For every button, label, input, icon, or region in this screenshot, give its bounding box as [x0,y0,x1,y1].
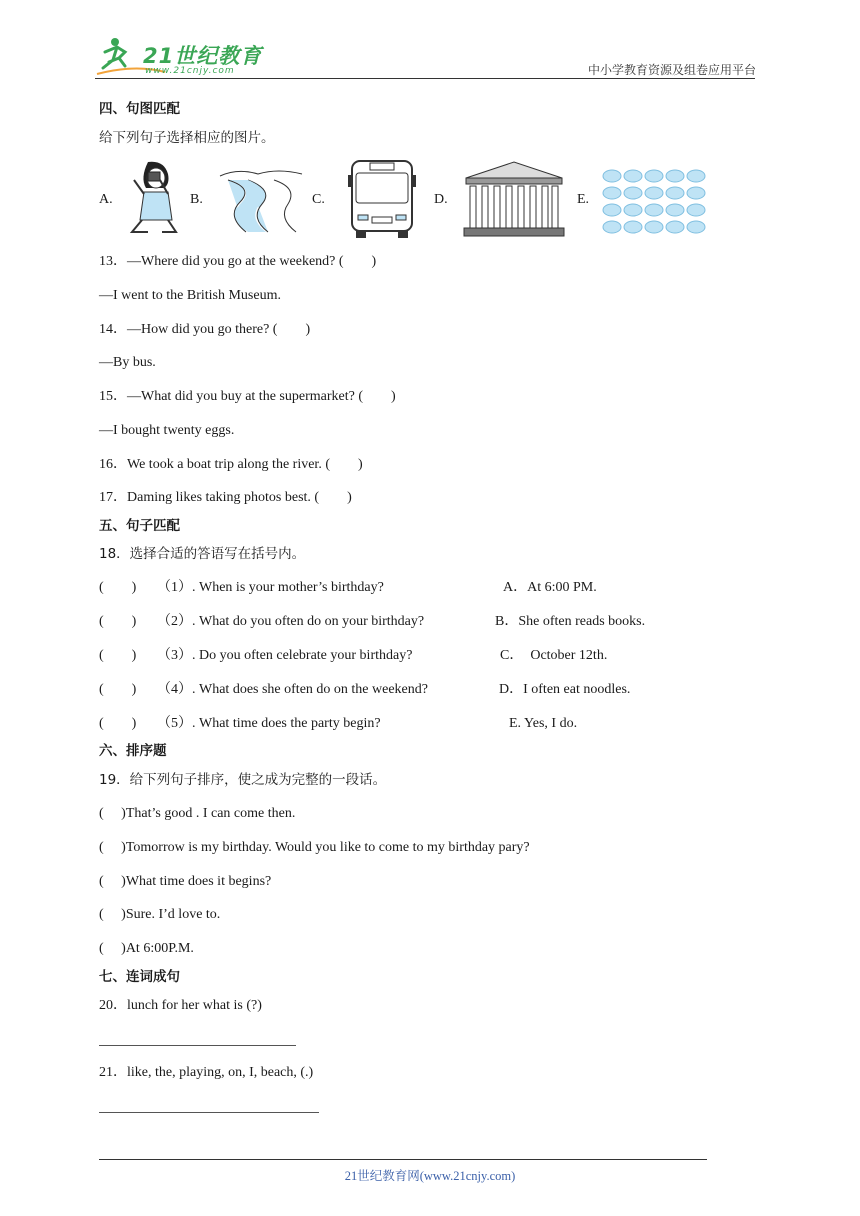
section-5-title: 五、句子匹配 [99,518,180,534]
site-logo [95,34,265,80]
question-13: 13．—Where did you go at the weekend? ( ) [99,254,377,269]
answer-13: —I went to the British Museum. [99,288,281,303]
section-6-instruction: 19．给下列句子排序，使之成为完整的一段话。 [99,772,387,788]
section-6-title: 六、排序题 [99,743,167,759]
section-7-title: 七、连词成句 [99,969,180,985]
question-20: 20．lunch for her what is (?) [99,998,262,1013]
option-label-c: C. [312,192,325,207]
match-paren-2: ( ) [99,614,137,629]
logo-text: 21世纪教育 [143,44,263,68]
match-answer-b: B．She often reads books. [495,614,646,629]
match-question-5: （5）. What time does the party begin? [157,716,381,731]
match-answer-e: E. Yes, I do. [509,716,578,731]
order-line-2: ( )Tomorrow is my birthday. Would you like to come to my birthday pary? [99,840,530,855]
bus-picture [346,157,418,239]
footer-link[interactable]: 21世纪教育网(www.21cnjy.com) [344,1169,516,1183]
match-paren-1: ( ) [99,580,137,595]
match-paren-5: ( ) [99,716,137,731]
header-divider [95,78,755,79]
answer-line-21 [99,1112,319,1113]
option-label-b: B. [190,192,203,207]
order-line-1: ( )That’s good . I can come then. [99,806,296,821]
match-question-3: （3）. Do you often celebrate your birthday? [157,648,413,663]
question-14: 14．—How did you go there? ( ) [99,322,311,337]
question-15: 15．—What did you buy at the supermarket? ( ) [99,389,396,404]
girl-camera-picture [124,158,182,238]
footer-divider [99,1159,707,1160]
question-16: 16．We took a boat trip along the river. ( ) [99,457,363,472]
answer-line-20 [99,1045,296,1046]
match-answer-d: D．I often eat noodles. [499,682,631,697]
match-question-4: （4）. What does she often do on the weekend? [157,682,428,697]
option-label-d: D. [434,192,448,207]
section-4-instruction: 给下列句子选择相应的图片。 [99,130,275,146]
river-picture [218,166,304,236]
match-paren-4: ( ) [99,682,137,697]
order-line-5: ( )At 6:00P.M. [99,941,194,956]
match-question-2: （2）. What do you often do on your birthday? [157,614,425,629]
question-21: 21．like, the, playing, on, I, beach, (.) [99,1065,314,1080]
match-paren-3: ( ) [99,648,137,663]
match-question-1: （1）. When is your mother’s birthday? [157,580,384,595]
section-4-title: 四、句图匹配 [99,101,180,117]
option-label-a: A. [99,192,113,207]
answer-15: —I bought twenty eggs. [99,423,235,438]
logo-url: www.21cnjy.com [145,66,235,76]
header-platform-text: 中小学教育资源及组卷应用平台 [587,63,756,77]
match-answer-c: C． October 12th. [500,648,608,663]
eggs-picture [602,167,706,235]
answer-14: —By bus. [99,355,156,370]
match-answer-a: A．At 6:00 PM. [503,580,597,595]
section-5-instruction: 18．选择合适的答语写在括号内。 [99,546,306,562]
order-line-3: ( )What time does it begins? [99,874,272,889]
museum-picture [462,160,566,238]
order-line-4: ( )Sure. I’d love to. [99,907,221,922]
question-17: 17．Daming likes taking photos best. ( ) [99,490,352,505]
option-label-e: E. [577,192,590,207]
